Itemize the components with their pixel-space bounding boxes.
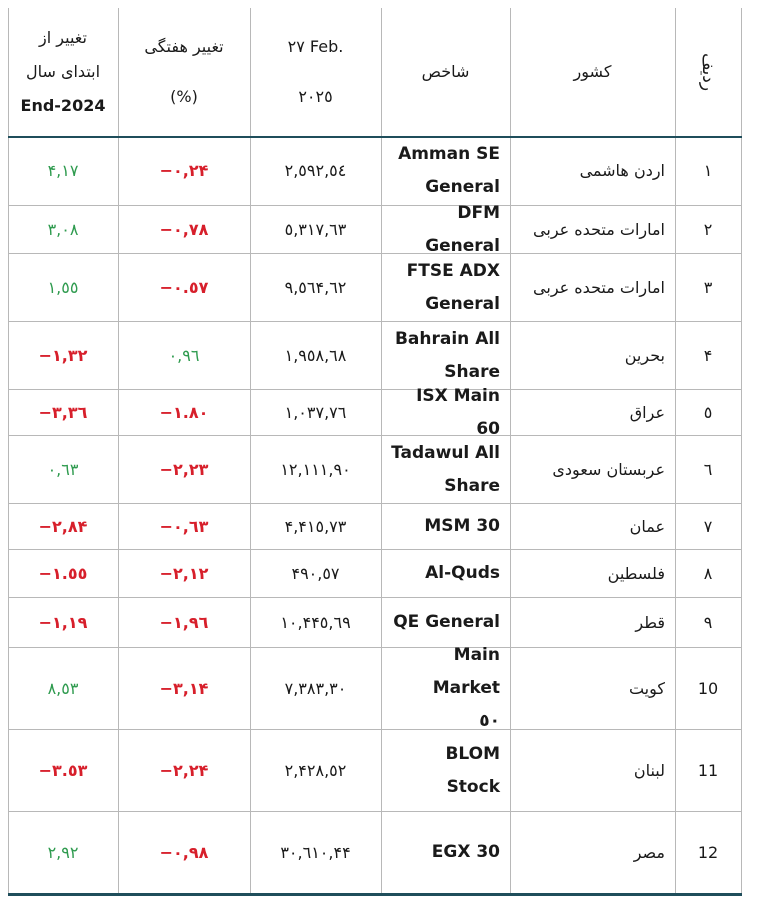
cell-rank: ١ — [703, 161, 713, 180]
cell-value: ۴,۴١٥,٧٣ — [284, 517, 347, 536]
index-name-line: Amman SE — [398, 143, 500, 164]
table-row — [8, 645, 742, 731]
cell-country: اردن هاشمی — [579, 161, 665, 180]
cell-value: ٣٠,٦١٠,۴۴ — [280, 843, 351, 862]
index-name-line: Al-Quds — [425, 563, 500, 583]
cell-weekly: −٠.٥٧ — [159, 278, 209, 297]
cell-index — [381, 730, 510, 811]
cell-value: ٧,٣٨٣,٣٠ — [284, 679, 347, 698]
cell-rank: ۴ — [703, 346, 713, 365]
index-name-line: General — [425, 176, 500, 197]
index-name-line: EGX 30 — [431, 842, 500, 862]
header-country: کشور — [573, 62, 612, 81]
cell-weekly: −١,٩٦ — [159, 613, 209, 632]
cell-weekly: −٠,٢۴ — [159, 161, 209, 180]
cell-country: امارات متحده عربی — [533, 278, 665, 297]
cell-rank: 11 — [697, 761, 719, 780]
cell-index — [381, 254, 510, 321]
index-name-line: Share — [444, 475, 500, 496]
table-row — [8, 504, 742, 550]
header-date — [250, 8, 381, 136]
header-ytd-line3: End-2024 — [20, 96, 106, 115]
header-ytd-line1: تغییر از — [39, 28, 87, 47]
table-row — [8, 436, 742, 504]
market-table — [8, 8, 742, 894]
cell-value: ٥,٣١٧,٦٣ — [284, 220, 347, 239]
header-weekly-line1: تغییر هفتگی — [144, 37, 224, 56]
table-row — [8, 385, 742, 439]
cell-ytd: −١.٥٥ — [38, 564, 88, 583]
cell-value: ١,٩٥٨,٦٨ — [284, 346, 347, 365]
cell-country: کویت — [628, 679, 665, 698]
cell-ytd: −٣.٥٣ — [38, 761, 88, 780]
cell-index — [381, 645, 510, 731]
header-weekly — [118, 8, 250, 136]
cell-rank: ٣ — [703, 278, 713, 297]
cell-ytd: ٣,٠٨ — [47, 220, 79, 239]
index-name-line: DFM General — [425, 202, 500, 256]
index-name-line: QE General — [393, 612, 500, 632]
cell-index — [381, 550, 510, 597]
index-name-line: Share — [444, 361, 500, 382]
cell-country: مصر — [633, 843, 665, 862]
cell-country: بحرین — [624, 346, 665, 365]
table-row — [8, 730, 742, 812]
cell-value: ٩,٥٦۴,٦٢ — [284, 278, 347, 297]
table-header — [8, 8, 742, 138]
cell-rank: ٥ — [703, 403, 713, 422]
cell-ytd: ٨,٥٣ — [47, 679, 79, 698]
cell-weekly: −٢,٢٣ — [159, 460, 209, 479]
cell-value: ۴٩٠,٥٧ — [291, 564, 340, 583]
index-name-line: ٥٠ — [479, 711, 500, 731]
cell-weekly: −٣,١۴ — [159, 679, 209, 698]
cell-weekly: −٢,٢۴ — [159, 761, 209, 780]
header-date-line1: ٢٧ Feb. — [287, 37, 344, 56]
cell-weekly: −١.٨٠ — [159, 403, 209, 422]
header-rank — [675, 8, 741, 136]
header-weekly-line2: (%) — [170, 87, 198, 106]
header-ytd-line2: ابتدای سال — [25, 62, 101, 81]
cell-value: ٢,۴٢٨,٥٢ — [284, 761, 347, 780]
header-index: شاخص — [421, 62, 470, 81]
table-row — [8, 322, 742, 390]
header-rank-label: ردیف — [697, 52, 718, 92]
header-date-line2: ٢٠٢٥ — [298, 87, 333, 106]
header-ytd — [8, 8, 118, 136]
cell-index — [381, 504, 510, 549]
cell-country: قطر — [635, 613, 665, 632]
cell-weekly: −٢,١٢ — [159, 564, 209, 583]
cell-country: لبنان — [633, 761, 665, 780]
cell-index — [381, 136, 510, 205]
cell-country: عراق — [629, 403, 665, 422]
cell-rank: 12 — [697, 843, 719, 862]
table-row — [8, 202, 742, 256]
cell-weekly: −٠,٩٨ — [159, 843, 209, 862]
cell-country: عربستان سعودی — [552, 460, 665, 479]
index-name-line: MSM 30 — [424, 516, 500, 536]
cell-rank: ٦ — [703, 460, 713, 479]
table-row — [8, 598, 742, 648]
cell-weekly: −٠,٦٣ — [159, 517, 209, 536]
cell-ytd: ٢,٩٢ — [47, 843, 79, 862]
cell-value: ١٢,١١١,٩٠ — [280, 460, 351, 479]
cell-country: فلسطین — [607, 564, 665, 583]
cell-rank: ٨ — [703, 564, 713, 583]
cell-ytd: ۴,١٧ — [47, 161, 79, 180]
index-name-line: Main Market — [432, 645, 500, 698]
cell-ytd: ١,٥٥ — [47, 278, 79, 297]
index-name-line: Bahrain All — [394, 328, 500, 349]
cell-weekly: ٠,٩٦ — [168, 346, 200, 365]
cell-country: امارات متحده عربی — [533, 220, 665, 239]
cell-weekly: −٠,٧٨ — [159, 220, 209, 239]
index-name-line: BLOM Stock — [445, 743, 500, 797]
cell-value: ١,٠٣٧,٧٦ — [284, 403, 347, 422]
table-row — [8, 136, 742, 206]
cell-rank: ٧ — [703, 517, 713, 536]
index-name-line: ISX Main 60 — [416, 385, 500, 439]
table-row — [8, 550, 742, 598]
cell-value: ١٠,۴۴٥,٦٩ — [280, 613, 351, 632]
cell-ytd: −٣,٣٦ — [38, 403, 88, 422]
cell-ytd: −٢,٨۴ — [38, 517, 88, 536]
cell-value: ٢,٥٩٢,٥٤ — [284, 161, 347, 180]
index-name-line: FTSE ADX — [406, 260, 500, 281]
cell-rank: 10 — [697, 679, 719, 698]
cell-index — [381, 202, 510, 256]
cell-index — [381, 812, 510, 893]
index-name-line: General — [425, 293, 500, 314]
cell-rank: ٩ — [703, 613, 713, 632]
cell-ytd: −١,١٩ — [38, 613, 88, 632]
table-row — [8, 812, 742, 896]
cell-ytd: ٠,٦٣ — [47, 460, 79, 479]
table-row — [8, 254, 742, 322]
cell-index — [381, 385, 510, 439]
cell-country: عمان — [629, 517, 665, 536]
cell-ytd: −١,٣٢ — [38, 346, 88, 365]
cell-index — [381, 436, 510, 503]
cell-rank: ٢ — [703, 220, 713, 239]
index-name-line: Tadawul All — [391, 442, 500, 463]
